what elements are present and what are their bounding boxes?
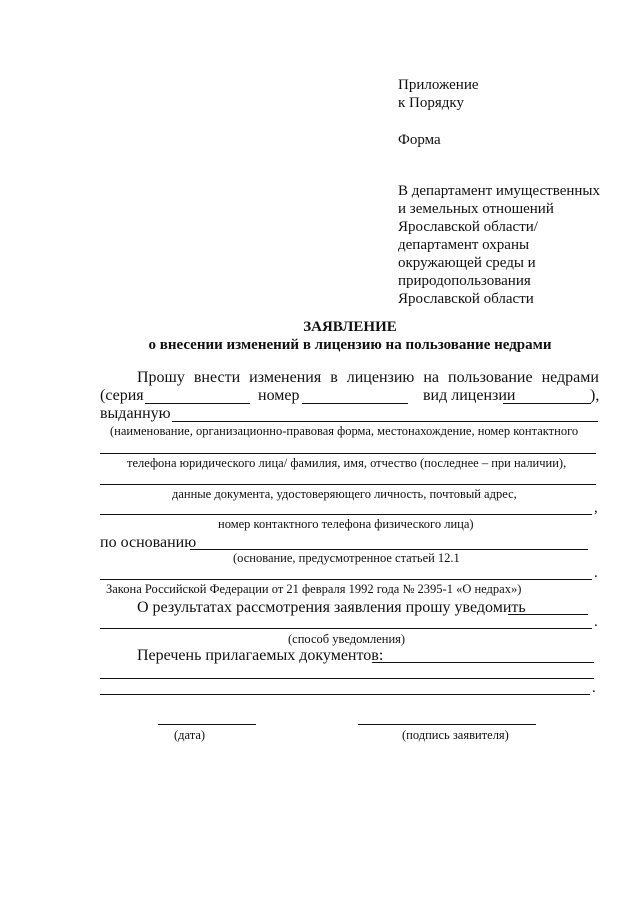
issued-field-line[interactable]	[172, 421, 598, 422]
basis-field-line[interactable]	[190, 549, 588, 550]
notify-hint: (способ уведомления)	[288, 632, 406, 646]
series-label: (серия	[100, 387, 144, 404]
date-hint: (дата)	[174, 728, 206, 742]
form-label: Форма	[398, 132, 441, 148]
issued-field-line-2[interactable]	[100, 453, 596, 454]
appendix-line-1: Приложение	[398, 77, 479, 93]
series-close: ),	[590, 387, 600, 404]
addressee-line: и земельных отношений	[398, 201, 554, 217]
request-word: внести	[193, 369, 241, 386]
document-subtitle: о внесении изменений в лицензию на пользование недрами	[148, 337, 552, 353]
hint-issued-4: номер контактного телефона физического лица)	[218, 517, 474, 531]
docs-field-line-3[interactable]	[100, 694, 590, 695]
request-line	[137, 368, 599, 387]
hint-issued-2: телефона юридического лица/ фамилия, имя, отчество (последнее – при наличии),	[127, 456, 567, 470]
signature-hint: (подпись заявителя)	[402, 728, 509, 742]
notify-field-line[interactable]	[508, 614, 588, 615]
addressee-line: природопользования	[398, 273, 531, 289]
docs-field-line[interactable]	[372, 662, 594, 663]
appendix-line-2: к Порядку	[398, 95, 464, 111]
issued-field-line-4[interactable]	[100, 514, 592, 515]
addressee-line: В департамент имущественных	[398, 183, 601, 199]
number-field-line[interactable]	[302, 403, 408, 404]
license-type-label: вид лицензии	[423, 387, 516, 404]
request-word: недрами	[541, 369, 599, 386]
hint-issued-1: (наименование, организационно-правовая форма, местонахождение, номер контактного	[110, 424, 579, 438]
basis-dot: .	[594, 565, 598, 581]
notify-field-line-2[interactable]	[100, 628, 592, 629]
request-word: в	[330, 369, 338, 386]
docs-label: Перечень прилагаемых документов:	[137, 647, 384, 664]
license-type-field-line[interactable]	[503, 403, 591, 404]
docs-field-line-2[interactable]	[100, 678, 594, 679]
document-title: ЗАЯВЛЕНИЕ	[303, 319, 397, 335]
issued-label: выданную	[100, 405, 171, 422]
addressee-line: департамент охраны	[398, 237, 530, 253]
issued-comma: ,	[594, 500, 598, 516]
hint-basis: (основание, предусмотренное статьей 12.1	[233, 551, 460, 565]
request-word: пользование	[448, 369, 533, 386]
basis-field-line-2[interactable]	[100, 579, 592, 580]
basis-label: по основанию	[100, 534, 197, 551]
addressee-line: Ярославской области	[398, 291, 534, 307]
notify-text: О результатах рассмотрения заявления прошу уведомить	[137, 599, 526, 616]
number-label: номер	[258, 387, 300, 404]
request-word: Прошу	[137, 369, 185, 386]
addressee-line: окружающей среды и	[398, 255, 536, 271]
law-text: Закона Российской Федерации от 21 февраля 1992 года № 2395-1 «О недрах»)	[106, 582, 522, 596]
date-field-line[interactable]	[158, 724, 256, 725]
hint-issued-3: данные документа, удостоверяющего личность, почтовый адрес,	[172, 487, 517, 501]
signature-field-line[interactable]	[358, 724, 536, 725]
request-word: на	[423, 369, 440, 386]
addressee-line: Ярославской области/	[398, 219, 538, 235]
issued-field-line-3[interactable]	[100, 484, 596, 485]
request-word: изменения	[249, 369, 322, 386]
docs-dot: .	[592, 680, 596, 696]
notify-dot: .	[594, 614, 598, 630]
addressee-block	[398, 182, 600, 308]
request-word: лицензию	[346, 369, 415, 386]
